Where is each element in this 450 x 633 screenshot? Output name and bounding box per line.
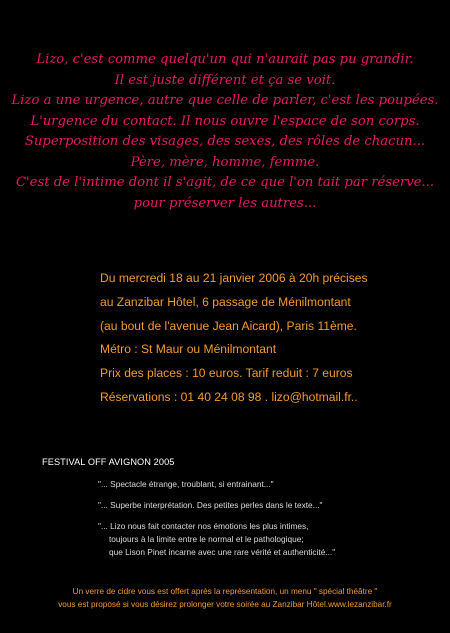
footer-note xyxy=(0,586,450,611)
event-info xyxy=(100,267,440,410)
event-directions: (au bout de l'avenue Jean Aicard), Paris 11ème. xyxy=(100,318,357,333)
poem-line: L'urgence du contact. Il nous ouvre l'espace de son corps. xyxy=(30,113,420,129)
poem-line: Lizo, c'est comme quelqu'un qui n'aurait pas pu grandir. xyxy=(36,52,414,67)
festival-title: FESTIVAL OFF AVIGNON 2005 xyxy=(42,457,175,467)
event-venue: au Zanzibar Hôtel, 6 passage de Ménilmontant xyxy=(100,294,351,309)
poem-line: Superposition des visages, des sexes, des rôles de chacun... xyxy=(24,134,426,149)
event-dates: Du mercredi 18 au 21 janvier 2006 à 20h précises xyxy=(100,271,368,285)
footer-line: vous est proposé si vous désirez prolonger votre soirée au Zanzibar Hôtel.www.lezanzibar.fr xyxy=(58,599,392,609)
poem-line: Lizo a une urgence, autre que celle de parler, c'est les poupées. xyxy=(11,93,439,108)
poem-line: Il est juste différent et ça se voit. xyxy=(114,72,336,88)
event-prices: Prix des places : 10 euros. Tarif reduit : 7 euros xyxy=(100,366,353,381)
poem-block xyxy=(10,50,440,214)
poem-line: Père, mère, homme, femme. xyxy=(130,154,320,170)
event-reservations: Réservations : 01 40 24 08 98 . lizo@hotmail.fr.. xyxy=(100,389,358,404)
press-quote: "... Superbe interprétation. Des petites perles dans le texte..." xyxy=(98,500,323,510)
press-quote-continuation: que Lison Pinet incarne avec une rare vérité et authenticité..." xyxy=(109,547,336,557)
press-quote: "... Spectacle étrange, troublant, si entrainant..." xyxy=(98,479,274,489)
press-quotes xyxy=(98,478,443,559)
event-metro: Métro : St Maur ou Ménilmontant xyxy=(100,342,277,357)
press-quote-continuation: toujours à la limite entre le normal et le pathologique; xyxy=(109,534,304,544)
poem-line: C'est de l'intime dont il s'agit, de ce que l'on tait par réserve... xyxy=(15,175,435,190)
poem-line: pour préserver les autres... xyxy=(133,195,317,211)
footer-line: Un verre de cidre vous est offert après la représentation, un menu " spécial théâtre " xyxy=(72,587,378,596)
press-quote: "... Lizo nous fait contacter nos émotions les plus intimes, xyxy=(98,521,309,531)
